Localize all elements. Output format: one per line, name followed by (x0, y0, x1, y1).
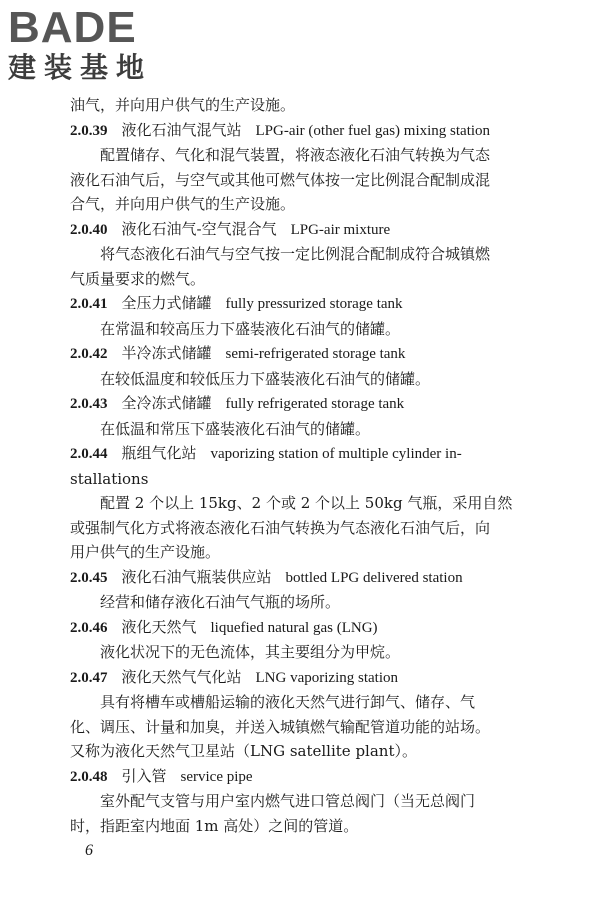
text-line: 时，指距室内地面 1m 高处）之间的管道。 (70, 816, 359, 835)
text-line: 配置储存、气化和混气装置，将液态液化石油气转换为气态 (100, 146, 491, 164)
text-line: 油气，并向用户供气的生产设施。 (70, 96, 296, 114)
term-heading (70, 118, 535, 144)
page-number: 6 (85, 842, 93, 859)
term-english: semi-refrigerated storage tank (225, 346, 406, 362)
term-english: LPG-air mixture (290, 221, 391, 238)
term-heading (70, 441, 535, 467)
text-line: stallations (70, 469, 149, 488)
term-number: 2.0.44 (70, 446, 108, 462)
term-chinese: 液化石油气-空气混合气 (121, 219, 277, 238)
term-heading (70, 391, 535, 417)
term-chinese: 瓶组气化站 (121, 444, 197, 462)
text-line: 又称为液化天然气卫星站（LNG satellite plant）。 (70, 742, 417, 760)
term-chinese: 全压力式储罐 (121, 294, 212, 312)
term-chinese: 液化天然气气化站 (121, 667, 242, 686)
document-body (70, 93, 535, 838)
text-line: 在较低温度和较低压力下盛装液化石油气的储罐。 (100, 369, 431, 388)
term-english: service pipe (180, 768, 253, 785)
text-line: 在低温和常压下盛装液化石油气的储罐。 (100, 419, 371, 438)
term-number: 2.0.42 (70, 346, 108, 362)
term-english: LPG-air (other fuel gas) mixing station (255, 122, 491, 139)
term-heading (70, 291, 535, 317)
text-line: 化、调压、计量和加臭，并送入城镇燃气输配管道功能的站场。 (70, 717, 491, 736)
term-number: 2.0.41 (70, 296, 108, 312)
text-line: 合气，并向用户供气的生产设施。 (70, 195, 296, 213)
term-heading (70, 217, 535, 243)
term-english: liquefied natural gas (LNG) (210, 619, 378, 636)
term-english: bottled LPG delivered station (285, 569, 463, 586)
term-number: 2.0.48 (70, 768, 108, 785)
term-heading (70, 615, 535, 641)
term-number: 2.0.45 (70, 569, 108, 586)
term-heading (70, 565, 535, 591)
text-line: 经营和储存液化石油气气瓶的场所。 (100, 593, 341, 611)
term-chinese: 半冷冻式储罐 (121, 344, 212, 362)
term-number: 2.0.40 (70, 221, 108, 238)
term-chinese: 液化石油气瓶装供应站 (121, 567, 272, 586)
text-line: 具有将槽车或槽船运输的液化天然气进行卸气、储存、气 (100, 693, 476, 711)
text-line: 在常温和较高压力下盛装液化石油气的储罐。 (100, 319, 401, 338)
term-chinese: 液化天然气 (121, 617, 197, 636)
term-number: 2.0.47 (70, 669, 108, 686)
bade-logo (8, 3, 153, 84)
term-english: vaporizing station of multiple cylinder in- (210, 446, 462, 462)
text-line: 配置 2 个以上 15kg、2 个或 2 个以上 50kg 气瓶，采用自然 (100, 494, 513, 512)
term-chinese: 液化石油气混气站 (121, 120, 242, 139)
logo-subtitle: 建装基地 (8, 51, 153, 84)
term-chinese: 引入管 (121, 766, 167, 785)
term-english: fully pressurized storage tank (225, 296, 403, 312)
term-chinese: 全冷冻式储罐 (121, 394, 212, 412)
term-heading (70, 665, 535, 691)
logo-brand: BADE (8, 3, 137, 52)
text-line: 室外配气支管与用户室内燃气进口管总阀门（当无总阀门 (100, 792, 476, 810)
text-line: 液化石油气后，与空气或其他可燃气体按一定比例混合配制成混 (70, 170, 491, 189)
term-english: fully refrigerated storage tank (225, 396, 405, 412)
text-line: 液化状况下的无色流体，其主要组分为甲烷。 (100, 643, 401, 661)
term-number: 2.0.43 (70, 396, 108, 412)
term-number: 2.0.39 (70, 122, 108, 139)
term-english: LNG vaporizing station (255, 669, 398, 686)
term-heading (70, 764, 535, 790)
text-line: 将气态液化石油气与空气按一定比例混合配制成符合城镇燃 (100, 245, 491, 263)
text-line: 气质量要求的燃气。 (70, 269, 206, 288)
text-line: 或强制气化方式将液态液化石油气转换为气态液化石油气后，向 (70, 518, 491, 537)
term-number: 2.0.46 (70, 619, 108, 636)
text-line: 用户供气的生产设施。 (70, 543, 221, 561)
term-heading (70, 341, 535, 367)
